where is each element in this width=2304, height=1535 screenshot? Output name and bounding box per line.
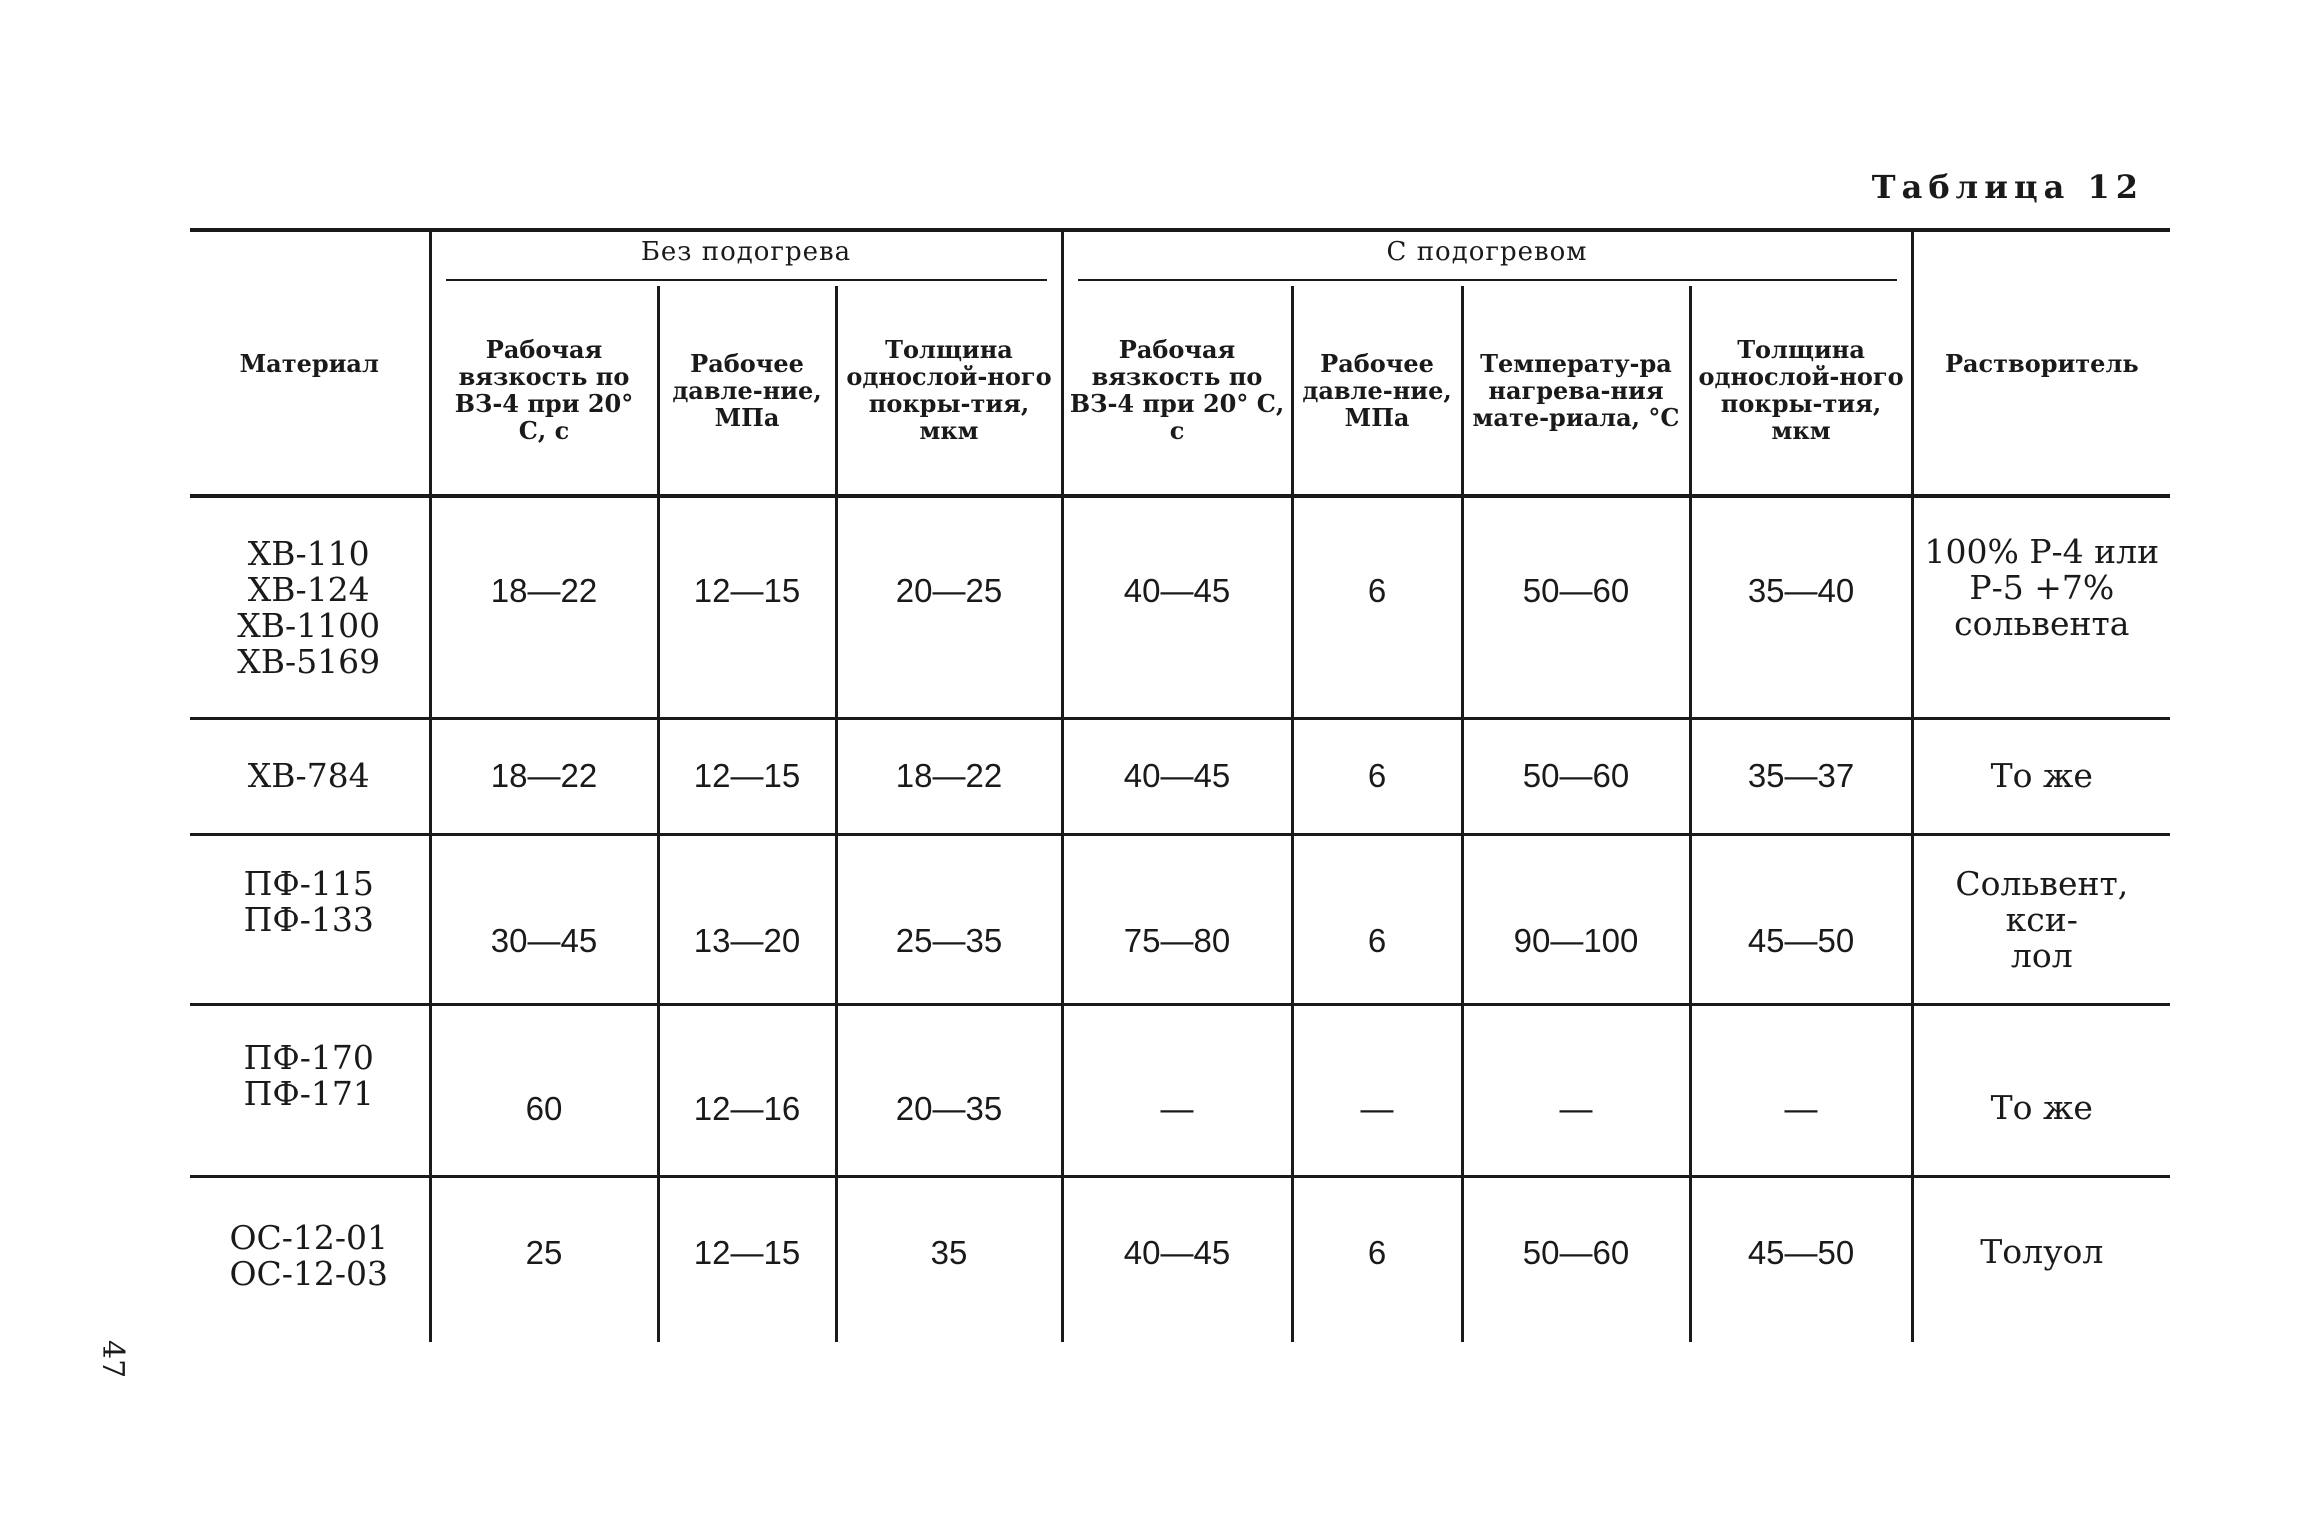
- table-row: [190, 1176, 2170, 1342]
- header-h-viscosity: Рабочая вязкость по ВЗ-4 при 20° С, с: [1062, 286, 1292, 496]
- h-viscosity-cell: 75—80: [1062, 834, 1292, 1004]
- h-thickness-cell: 35—37: [1690, 718, 1912, 834]
- material-name: ПФ-115: [243, 863, 374, 903]
- header-nh-pressure: Рабочее давле-ние, МПа: [658, 286, 836, 496]
- h-temperature-cell: 90—100: [1462, 834, 1690, 1004]
- nh-viscosity-cell: 25: [430, 1176, 658, 1342]
- group-heat-label: С подогревом: [1078, 237, 1897, 281]
- material-cell: [190, 834, 430, 1004]
- nh-pressure-cell: 12—15: [658, 1176, 836, 1342]
- h-thickness-cell: —: [1690, 1004, 1912, 1176]
- solvent-cell: [1912, 834, 2170, 1004]
- table-row: [190, 834, 2170, 1004]
- h-pressure-cell: 6: [1292, 834, 1462, 1004]
- nh-viscosity-cell: 30—45: [430, 834, 658, 1004]
- material-name: ПФ-133: [243, 899, 374, 939]
- nh-pressure-cell: 13—20: [658, 834, 836, 1004]
- nh-thickness-cell: 35: [836, 1176, 1062, 1342]
- h-thickness-cell: 45—50: [1690, 1176, 1912, 1342]
- h-temperature-cell: —: [1462, 1004, 1690, 1176]
- nh-thickness-cell: 18—22: [836, 718, 1062, 834]
- material-name: ХВ-784: [247, 756, 370, 795]
- solvent-line: лол: [2010, 935, 2073, 975]
- h-viscosity-cell: 40—45: [1062, 1176, 1292, 1342]
- material-cell: [190, 1004, 430, 1176]
- page-number: 47: [95, 1340, 130, 1379]
- solvent-line: сольвента: [1954, 604, 2130, 643]
- table-row: [190, 496, 2170, 718]
- coating-parameters-table: [190, 228, 2170, 1342]
- solvent-line: 100% Р-4 или: [1924, 532, 2160, 571]
- h-thickness-cell: 45—50: [1690, 834, 1912, 1004]
- material-name: ПФ-171: [243, 1073, 374, 1113]
- header-h-pressure: Рабочее давле-ние, МПа: [1292, 286, 1462, 496]
- h-pressure-cell: —: [1292, 1004, 1462, 1176]
- material-cell: [190, 718, 430, 834]
- material-cell: [190, 496, 430, 718]
- h-viscosity-cell: 40—45: [1062, 496, 1292, 718]
- group-no-heat-label: Без подогрева: [446, 237, 1047, 281]
- material-name: ОС-12-01: [229, 1217, 389, 1257]
- material-name: ХВ-5169: [237, 642, 381, 681]
- header-material: Материал: [190, 230, 430, 496]
- nh-thickness-cell: 20—35: [836, 1004, 1062, 1176]
- h-pressure-cell: 6: [1292, 718, 1462, 834]
- header-group-no-heat: [430, 230, 1062, 286]
- material-cell: [190, 1176, 430, 1342]
- material-name: ОС-12-03: [229, 1253, 389, 1293]
- solvent-cell: [1912, 1176, 2170, 1342]
- material-name: ПФ-170: [243, 1037, 374, 1077]
- material-name: ХВ-1100: [237, 606, 381, 645]
- solvent-cell: [1912, 718, 2170, 834]
- h-pressure-cell: 6: [1292, 496, 1462, 718]
- header-group-heat: [1062, 230, 1912, 286]
- h-temperature-cell: 50—60: [1462, 718, 1690, 834]
- header-solvent: Растворитель: [1912, 230, 2170, 496]
- h-viscosity-cell: —: [1062, 1004, 1292, 1176]
- nh-viscosity-cell: 18—22: [430, 496, 658, 718]
- h-viscosity-cell: 40—45: [1062, 718, 1292, 834]
- h-pressure-cell: 6: [1292, 1176, 1462, 1342]
- nh-viscosity-cell: 18—22: [430, 718, 658, 834]
- nh-thickness-cell: 25—35: [836, 834, 1062, 1004]
- table-row: [190, 1004, 2170, 1176]
- nh-pressure-cell: 12—16: [658, 1004, 836, 1176]
- solvent-line: Толуол: [1980, 1231, 2104, 1271]
- h-thickness-cell: 35—40: [1690, 496, 1912, 718]
- header-nh-viscosity: Рабочая вязкость по ВЗ-4 при 20° С, с: [430, 286, 658, 496]
- table-caption: Таблица 12: [1871, 168, 2144, 206]
- nh-viscosity-cell: 60: [430, 1004, 658, 1176]
- nh-pressure-cell: 12—15: [658, 496, 836, 718]
- table-row: [190, 718, 2170, 834]
- h-temperature-cell: 50—60: [1462, 496, 1690, 718]
- solvent-line: То же: [1990, 756, 2093, 795]
- header-h-thickness: Толщина однослой-ного покры-тия, мкм: [1690, 286, 1912, 496]
- solvent-line: Р-5 +7%: [1969, 568, 2115, 607]
- solvent-line: То же: [1990, 1087, 2093, 1127]
- h-temperature-cell: 50—60: [1462, 1176, 1690, 1342]
- solvent-line: Сольвент, кси-: [1955, 863, 2129, 939]
- nh-pressure-cell: 12—15: [658, 718, 836, 834]
- solvent-cell: [1912, 496, 2170, 718]
- material-name: ХВ-124: [247, 570, 370, 609]
- header-h-temperature: Температу-ра нагрева-ния мате-риала, °С: [1462, 286, 1690, 496]
- nh-thickness-cell: 20—25: [836, 496, 1062, 718]
- material-name: ХВ-110: [247, 534, 370, 573]
- solvent-cell: [1912, 1004, 2170, 1176]
- header-nh-thickness: Толщина однослой-ного покры-тия, мкм: [836, 286, 1062, 496]
